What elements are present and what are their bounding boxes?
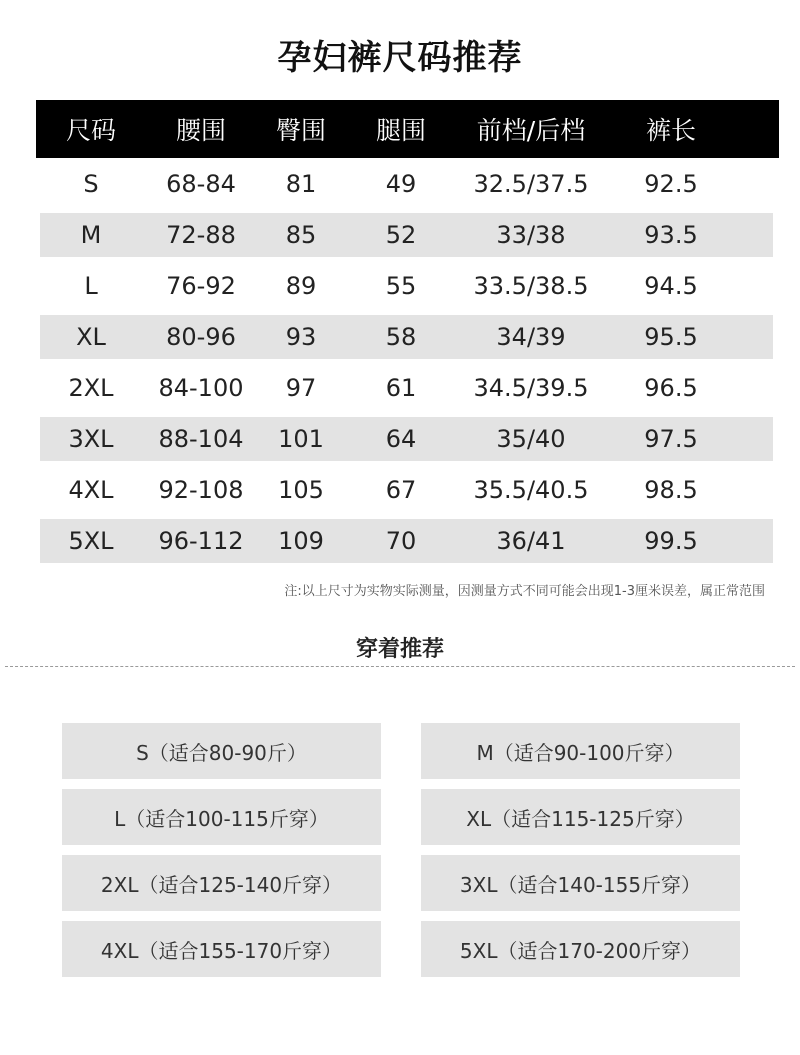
cell-thigh: 58 [385, 323, 417, 351]
cell-size: 2XL [68, 374, 114, 402]
cell-thigh: 61 [385, 374, 417, 402]
recommend-item: M（适合90-100斤穿） [421, 723, 740, 779]
header-cell-rise: 前档/后档 [476, 116, 586, 145]
cell-hip: 85 [285, 221, 317, 249]
header-cell-thigh: 腿围 [375, 116, 426, 145]
cell-hip: 93 [285, 323, 317, 351]
cell-size: 3XL [68, 425, 114, 453]
recommend-title: 穿着推荐 [355, 637, 444, 662]
cell-hip: 109 [278, 527, 324, 555]
cell-rise: 34/39 [496, 323, 566, 351]
cell-size: M [80, 221, 102, 249]
cell-rise: 35.5/40.5 [473, 476, 589, 504]
table-row [36, 264, 779, 308]
cell-waist: 84-100 [158, 374, 244, 402]
recommend-item: 4XL（适合155-170斤穿） [62, 921, 381, 977]
cell-size: S [83, 170, 99, 198]
cell-waist: 96-112 [158, 527, 244, 555]
cell-hip: 97 [285, 374, 317, 402]
cell-waist: 72-88 [166, 221, 236, 249]
cell-length: 97.5 [644, 425, 698, 453]
table-row [40, 315, 773, 359]
cell-waist: 68-84 [166, 170, 236, 198]
page-title: 孕妇裤尺码推荐 [277, 38, 523, 78]
table-row [36, 366, 779, 410]
recommend-item: XL（适合115-125斤穿） [421, 789, 740, 845]
recommend-item: 2XL（适合125-140斤穿） [62, 855, 381, 911]
cell-size: L [84, 272, 98, 300]
cell-length: 93.5 [644, 221, 698, 249]
cell-length: 92.5 [644, 170, 698, 198]
cell-length: 96.5 [644, 374, 698, 402]
cell-hip: 101 [278, 425, 324, 453]
header-cell-length: 裤长 [645, 116, 696, 145]
dashed-divider [5, 666, 795, 667]
header-cell-size: 尺码 [65, 116, 116, 145]
table-row [40, 417, 773, 461]
header-cell-waist: 腰围 [175, 116, 226, 145]
recommend-item: 3XL（适合140-155斤穿） [421, 855, 740, 911]
cell-rise: 36/41 [496, 527, 566, 555]
cell-thigh: 49 [385, 170, 417, 198]
cell-thigh: 70 [385, 527, 417, 555]
measurement-note: 注:以上尺寸为实物实际测量，因测量方式不同可能会出现1-3厘米误差，属正常范围 [284, 584, 765, 599]
cell-hip: 89 [285, 272, 317, 300]
recommend-item: S（适合80-90斤） [62, 723, 381, 779]
table-row [40, 213, 773, 257]
cell-rise: 33/38 [496, 221, 566, 249]
cell-length: 98.5 [644, 476, 698, 504]
cell-size: 4XL [68, 476, 114, 504]
cell-length: 99.5 [644, 527, 698, 555]
cell-waist: 92-108 [158, 476, 244, 504]
table-row [36, 468, 779, 512]
size-table [36, 100, 779, 570]
cell-rise: 35/40 [496, 425, 566, 453]
cell-rise: 34.5/39.5 [473, 374, 589, 402]
cell-rise: 33.5/38.5 [473, 272, 589, 300]
recommend-item: L（适合100-115斤穿） [62, 789, 381, 845]
table-header-row [36, 100, 779, 158]
cell-length: 94.5 [644, 272, 698, 300]
cell-thigh: 64 [385, 425, 417, 453]
cell-hip: 81 [285, 170, 317, 198]
cell-waist: 80-96 [166, 323, 236, 351]
cell-rise: 32.5/37.5 [473, 170, 589, 198]
cell-thigh: 67 [385, 476, 417, 504]
cell-waist: 76-92 [166, 272, 236, 300]
cell-waist: 88-104 [158, 425, 244, 453]
cell-thigh: 52 [385, 221, 417, 249]
cell-hip: 105 [278, 476, 324, 504]
recommend-item: 5XL（适合170-200斤穿） [421, 921, 740, 977]
header-cell-hip: 臀围 [275, 116, 326, 145]
table-row [40, 519, 773, 563]
cell-length: 95.5 [644, 323, 698, 351]
cell-thigh: 55 [385, 272, 417, 300]
cell-size: XL [76, 323, 106, 351]
table-row [36, 162, 779, 206]
cell-size: 5XL [68, 527, 114, 555]
